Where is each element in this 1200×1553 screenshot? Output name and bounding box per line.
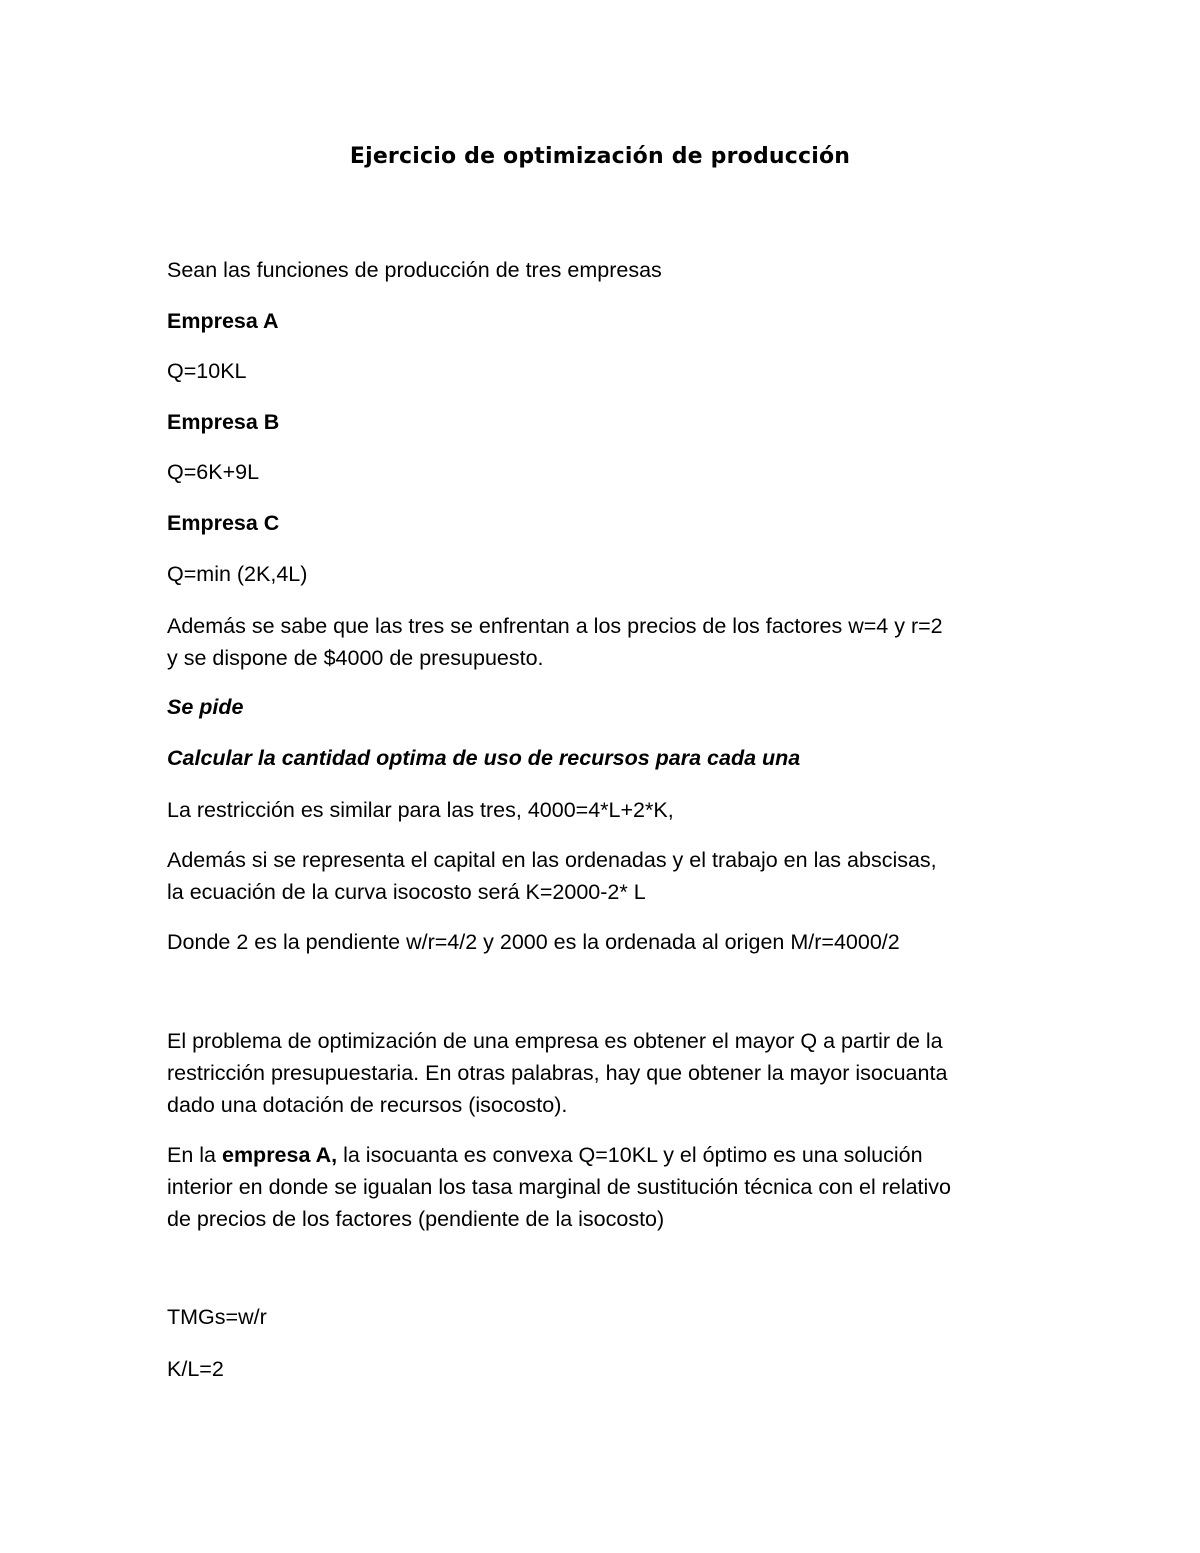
intro-text: Sean las funciones de producción de tres empresas	[167, 258, 662, 282]
prices-line-2: y se dispone de $4000 de presupuesto.	[167, 646, 544, 670]
page-title: Ejercicio de optimización de producción	[349, 144, 851, 169]
firm-a-rest: la isocuanta es convexa Q=10KL y el óptimo es una solución	[337, 1143, 923, 1167]
firm-a-function: Q=10KL	[167, 359, 247, 383]
firm-a-bold-label: empresa A,	[221, 1143, 338, 1167]
equation-kl: K/L=2	[167, 1357, 224, 1381]
firm-c-function: Q=min (2K,4L)	[167, 562, 308, 586]
prices-line-1: Además se sabe que las tres se enfrentan a los precios de los factores w=4 y r=2	[167, 614, 943, 638]
isocost-line-1: Además si se representa el capital en las ordenadas y el trabajo en las abscisas,	[167, 848, 937, 872]
restriction-text: La restricción es similar para las tres, 4000=4*L+2*K,	[167, 798, 674, 822]
firm-a-heading: Empresa A	[167, 309, 279, 333]
se-pide-heading: Se pide	[167, 695, 244, 719]
firm-c-heading: Empresa C	[167, 511, 280, 535]
task-heading: Calcular la cantidad optima de uso de recursos para cada una	[167, 746, 801, 770]
problem-line-1: El problema de optimización de una empresa es obtener el mayor Q a partir de la	[167, 1029, 943, 1053]
firm-b-heading: Empresa B	[167, 410, 280, 434]
firm-b-function: Q=6K+9L	[167, 460, 260, 484]
problem-line-2: restricción presupuestaria. En otras palabras, hay que obtener la mayor isocuanta	[167, 1061, 948, 1085]
firm-a-paragraph-line-3: de precios de los factores (pendiente de la isocosto)	[167, 1207, 665, 1231]
problem-line-3: dado una dotación de recursos (isocosto).	[167, 1093, 568, 1117]
equation-tmgs: TMGs=w/r	[167, 1305, 267, 1329]
firm-a-paragraph-line-1	[167, 1140, 923, 1171]
firm-a-prefix: En la	[167, 1143, 222, 1167]
isocost-line-2: la ecuación de la curva isocosto será K=2000-2* L	[167, 880, 646, 904]
slope-text: Donde 2 es la pendiente w/r=4/2 y 2000 es la ordenada al origen M/r=4000/2	[167, 930, 900, 954]
firm-a-paragraph-line-2: interior en donde se igualan los tasa marginal de sustitución técnica con el relativo	[167, 1175, 952, 1199]
